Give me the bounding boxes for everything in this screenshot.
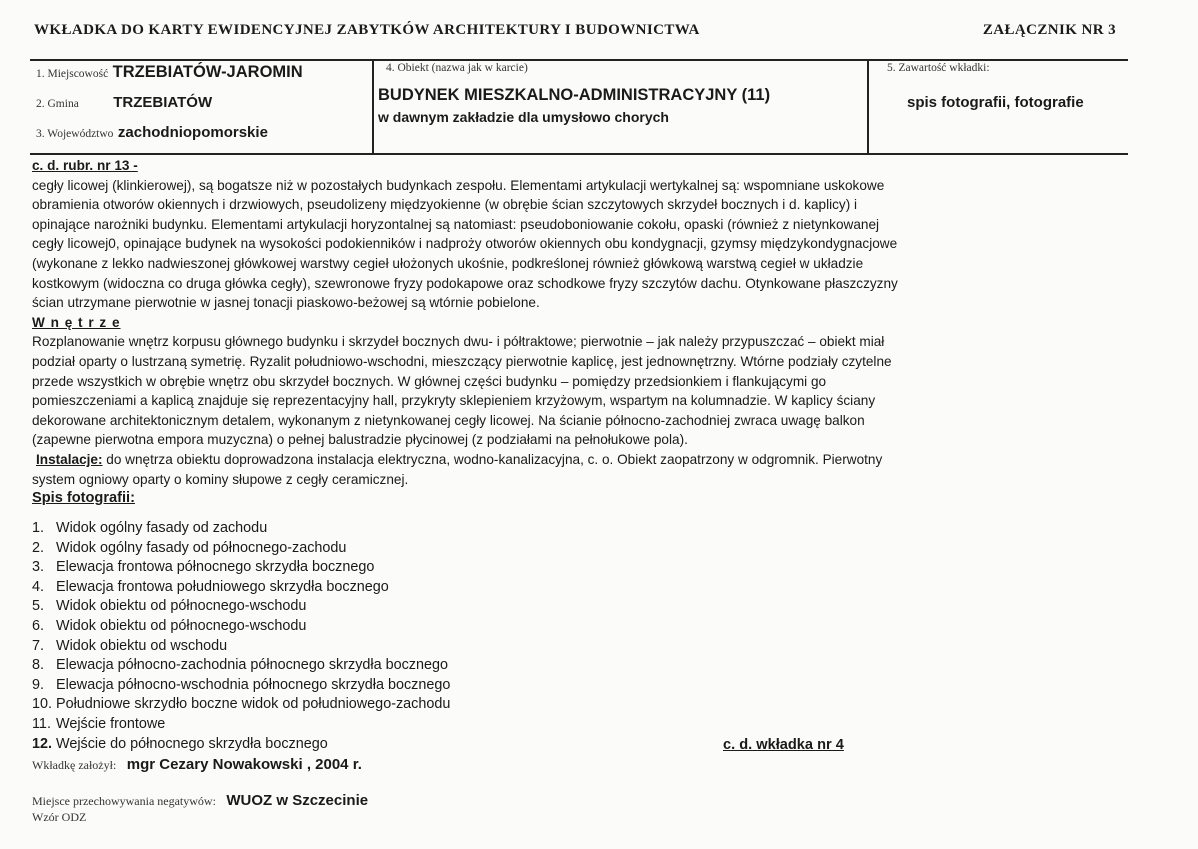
text-line: kostkowym (widoczna co druga główka cegły), szewronowe fryzy podokapowe oraz schodkowe fryzy szczytów dachu. Otynkowane płaszczyzny — [32, 275, 898, 291]
form-title: WKŁADKA DO KARTY EWIDENCYJNEJ ZABYTKÓW ARCHITEKTURY I BUDOWNICTWA — [34, 22, 700, 38]
wojewodztwo-label: 3. Województwo — [36, 128, 114, 140]
form-header — [34, 22, 1116, 39]
cd-rubr-heading: c. d. rubr. nr 13 - — [32, 158, 138, 173]
field-negatywy — [32, 792, 368, 810]
text-line: cegły licowej (klinkierowej), są bogatsze niż w pozostałych budynkach zespołu. Elementami artykulacji wertykalnej są: wspomniane uskokowe — [32, 177, 885, 193]
info-divider-1 — [372, 59, 374, 155]
text-line — [32, 450, 1129, 470]
list-item: 2. Widok ogólny fasady od północnego-zachodu — [32, 539, 347, 556]
obiekt-name: BUDYNEK MIESZKALNO-ADMINISTRACYJNY (11) — [378, 86, 771, 104]
info-divider-2 — [867, 59, 869, 155]
cd-wkladka: c. d. wkładka nr 4 — [723, 737, 844, 753]
zawartosc-value: spis fotografii, fotografie — [907, 94, 1084, 111]
list-item: 10. Południowe skrzydło boczne widok od południowego-zachodu — [32, 696, 451, 713]
text-line: cegły licowej0, opinające budynek na wysokości podokienników i nadproży otworów okiennych obu kondygnacji, gzymsy międzykondygnacjowe — [32, 236, 898, 252]
zawartosc-label: 5. Zawartość wkładki: — [887, 62, 990, 74]
instalacje-text: do wnętrza obiektu doprowadzona instalacja elektryczna, wodno-kanalizacyjna, c. o. Obiekt zaopatrzony w odgromnik. Pierwotny — [102, 451, 883, 467]
text-line: przede wszystkich w obrębie wnętrz obu skrzydeł bocznych. W głównej części budynku – pomiędzy przedsionkiem i flankującymi go — [32, 373, 827, 389]
info-bottom-rule — [30, 153, 1128, 155]
list-item: 5. Widok obiektu od północnego-wschodu — [32, 598, 307, 615]
list-item: 11. Wejście frontowe — [32, 715, 166, 732]
miejscowosc-label: 1. Miejscowość — [36, 68, 109, 80]
text-line: obramienia otworów okiennych i drzwiowych, pseudolizeny międzyokienne (w obrębie ścian szczytowych skrzydeł bocznych i d. kaplicy) i — [32, 197, 858, 213]
text-line: pomieszczeniami a kaplicą znajduje się reprezentacyjny hall, przykryty sklepieniem krzyżowym, wspartym na kolumnadzie. W kaplicy ściany — [32, 393, 876, 409]
spis-heading: Spis fotografii: — [32, 490, 135, 507]
negatywy-value: WUOZ w Szczecinie — [226, 792, 369, 809]
text-line: (zapewne pierwotna empora muzyczna) o pełnej balustradzie płycinowej (z podziałami na pełnołukowe pola). — [32, 432, 688, 448]
photo-list — [32, 519, 450, 754]
list-item: 12. Wejście do północnego skrzydła bocznego — [32, 735, 328, 752]
obiekt-subtitle: w dawnym zakładzie dla umysłowo chorych — [378, 109, 669, 125]
miejscowosc-value: TRZEBIATÓW-JAROMIN — [112, 63, 303, 81]
field-wojewodztwo — [36, 124, 268, 142]
field-zalozyl — [32, 756, 362, 774]
gmina-value: TRZEBIATÓW — [113, 94, 213, 111]
document-body — [32, 156, 1129, 509]
text-line: podział oparty o lustrzaną symetrię. Ryzalit południowo-wschodni, mieszczący pierwotnie kaplicę, jest jednownętrzny. Wtórne podziały czytelne — [32, 353, 892, 369]
zalozyl-value: mgr Cezary Nowakowski , 2004 r. — [126, 756, 362, 773]
negatywy-label: Miejsce przechowywania negatywów: — [32, 794, 216, 808]
obiekt-label: 4. Obiekt (nazwa jak w karcie) — [386, 62, 528, 74]
paragraph-interior — [32, 332, 1129, 450]
list-item: 4. Elewacja frontowa południowego skrzydła bocznego — [32, 578, 389, 595]
list-item: 8. Elewacja północno-zachodnia północnego skrzydła bocznego — [32, 657, 449, 674]
wnetrze-heading: W n ę t r z e — [32, 314, 121, 330]
text-line: Rozplanowanie wnętrz korpusu głównego budynku i skrzydeł bocznych dwu- i półtraktowe; pierwotnie – jak należy przypuszczać – obiekt miał — [32, 334, 885, 350]
text-line: opinające narożniki budynku. Elementami artykulacji horyzontalnej są natomiast: pseudoboniowanie cokołu, opaski (również z nietynkowanej — [32, 216, 880, 232]
text-line: dekorowane architektonicznym detalem, wykonanym z nietynkowanej cegły licowej. Na ścianie północno-zachodniej zwraca uwagę balkon — [32, 412, 865, 428]
wojewodztwo-value: zachodniopomorskie — [117, 124, 268, 141]
text-line: (wykonane z lekko nadwieszonej główkowej warstwy cegieł ułożonych ukośnie, podkreślonej również główkową warstwą cegieł w układzie — [32, 255, 864, 271]
annex-number: ZAŁĄCZNIK NR 3 — [982, 22, 1116, 38]
form-template-note: Wzór ODZ — [32, 810, 87, 824]
list-item: 9. Elewacja północno-wschodnia północnego skrzydła bocznego — [32, 676, 451, 693]
list-item: 3. Elewacja frontowa północnego skrzydła bocznego — [32, 559, 375, 576]
instalacje-heading: Instalacje: — [36, 451, 103, 467]
list-item: 6. Widok obiektu od północnego-wschodu — [32, 617, 307, 634]
list-item: 1. Widok ogólny fasady od zachodu — [32, 520, 268, 536]
paragraph-facade — [32, 176, 1129, 313]
zalozyl-label: Wkładkę założył: — [32, 758, 117, 772]
text-line: system ogniowy oparty o kominy słupowe z cegły ceramicznej. — [32, 471, 409, 487]
info-top-rule — [30, 59, 1128, 61]
field-miejscowosc — [36, 63, 303, 82]
gmina-label: 2. Gmina — [36, 98, 79, 110]
text-line: ścian utrzymane pierwotnie w jasnej tonacji piaskowo-beżowej są wtórnie pobielone. — [32, 295, 540, 311]
field-gmina — [36, 94, 212, 112]
list-item: 7. Widok obiektu od wschodu — [32, 637, 228, 654]
paragraph-installations — [32, 450, 1129, 489]
